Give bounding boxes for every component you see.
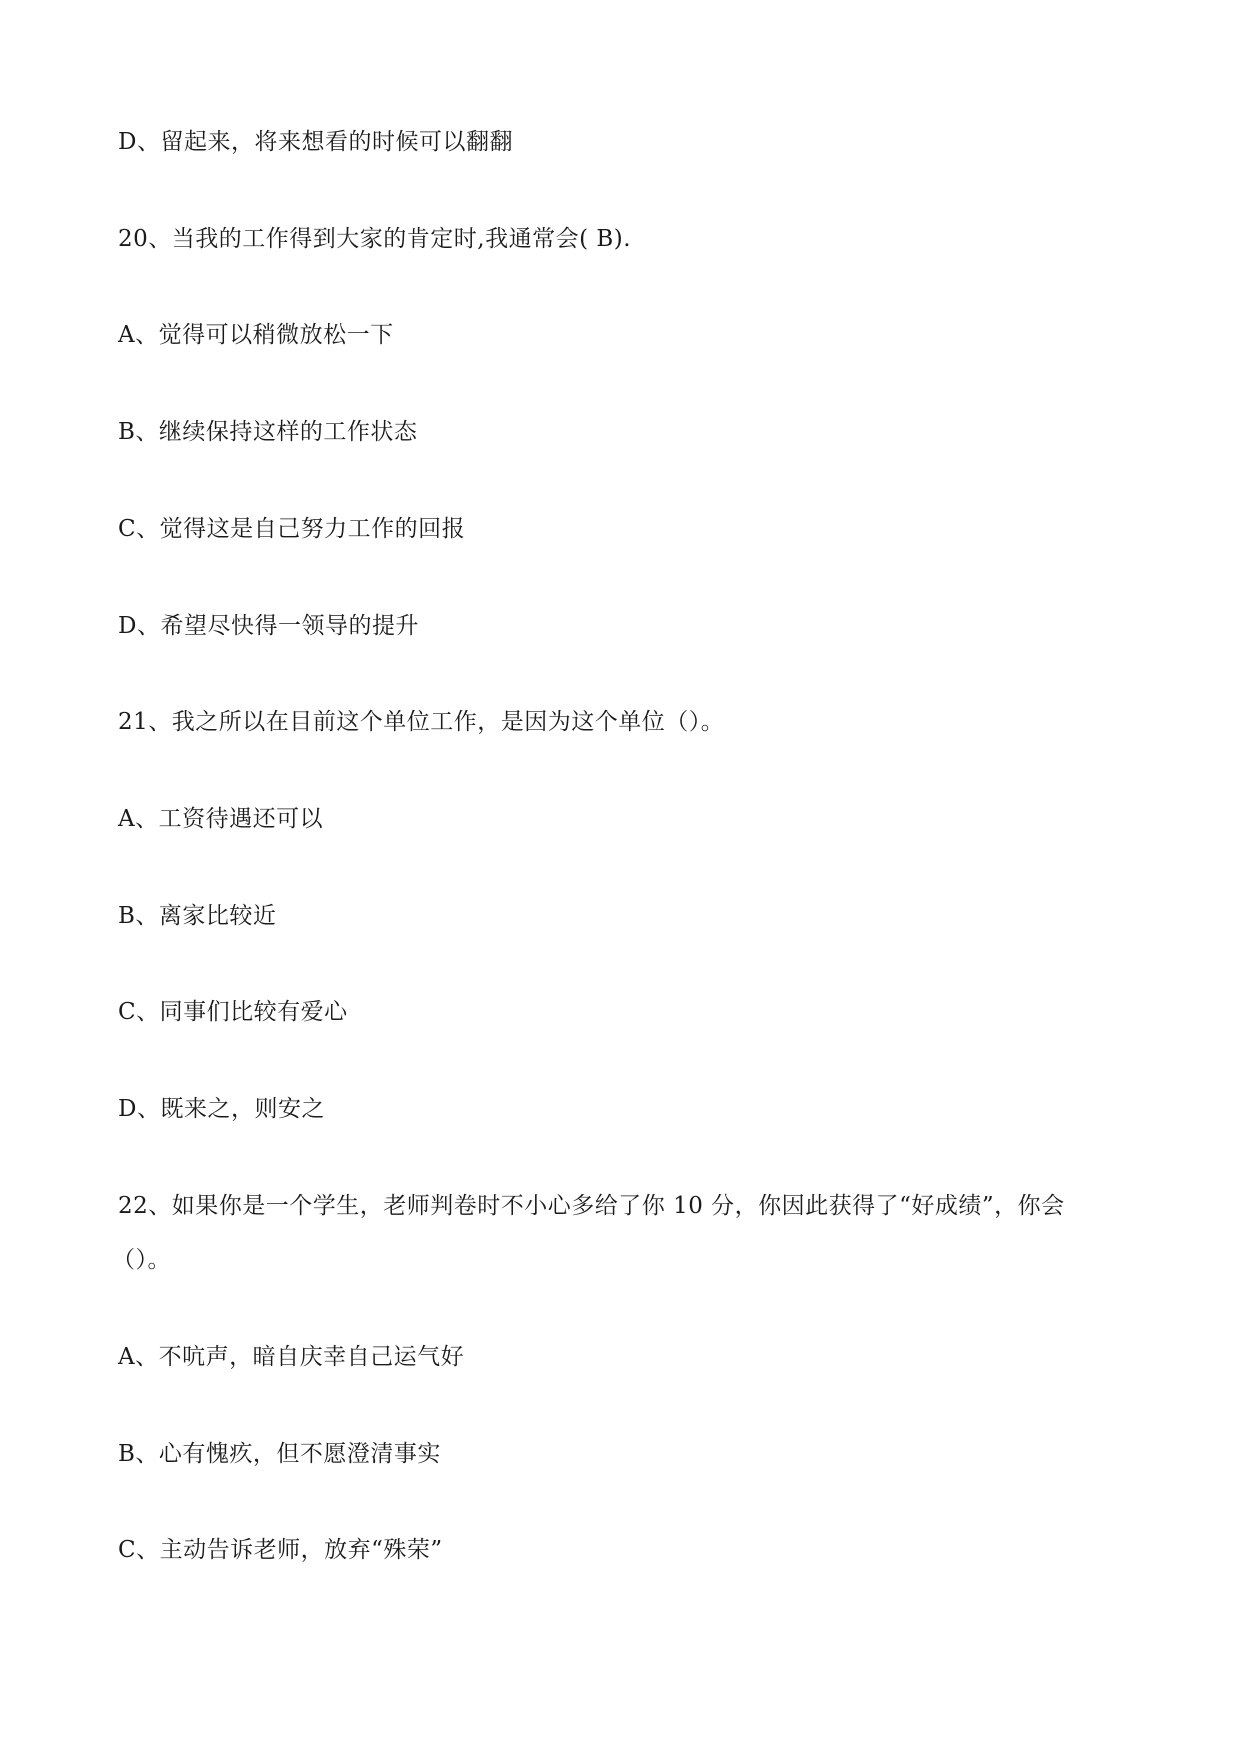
q21-option-a: A、工资待遇还可以 <box>118 806 324 832</box>
q20-option-c: C、觉得这是自己努力工作的回报 <box>118 516 466 542</box>
q21-option-d: D、既来之，则安之 <box>118 1096 325 1122</box>
q22-question: 22、如果你是一个学生，老师判卷时不小心多给了你 10 分，你因此获得了“好成绩”，你会 <box>118 1193 1065 1219</box>
q20-option-b: B、继续保持这样的工作状态 <box>118 419 418 445</box>
q20-question: 20、当我的工作得到大家的肯定时,我通常会( B). <box>118 226 632 252</box>
q19-option-d: D、留起来，将来想看的时候可以翻翻 <box>118 129 513 155</box>
q20-option-a: A、觉得可以稍微放松一下 <box>118 322 394 348</box>
q22-option-a: A、不吭声，暗自庆幸自己运气好 <box>118 1344 465 1370</box>
q22-option-c: C、主动告诉老师，放弃“殊荣” <box>118 1537 443 1563</box>
q21-option-b: B、离家比较近 <box>118 903 277 929</box>
q20-option-d: D、希望尽快得一领导的提升 <box>118 613 419 639</box>
q22-option-b: B、心有愧疚，但不愿澄清事实 <box>118 1441 441 1467</box>
q21-question: 21、我之所以在目前这个单位工作，是因为这个单位（）。 <box>118 709 725 735</box>
q21-option-c: C、同事们比较有爱心 <box>118 999 348 1025</box>
q22-question-continued: （）。 <box>112 1247 171 1273</box>
